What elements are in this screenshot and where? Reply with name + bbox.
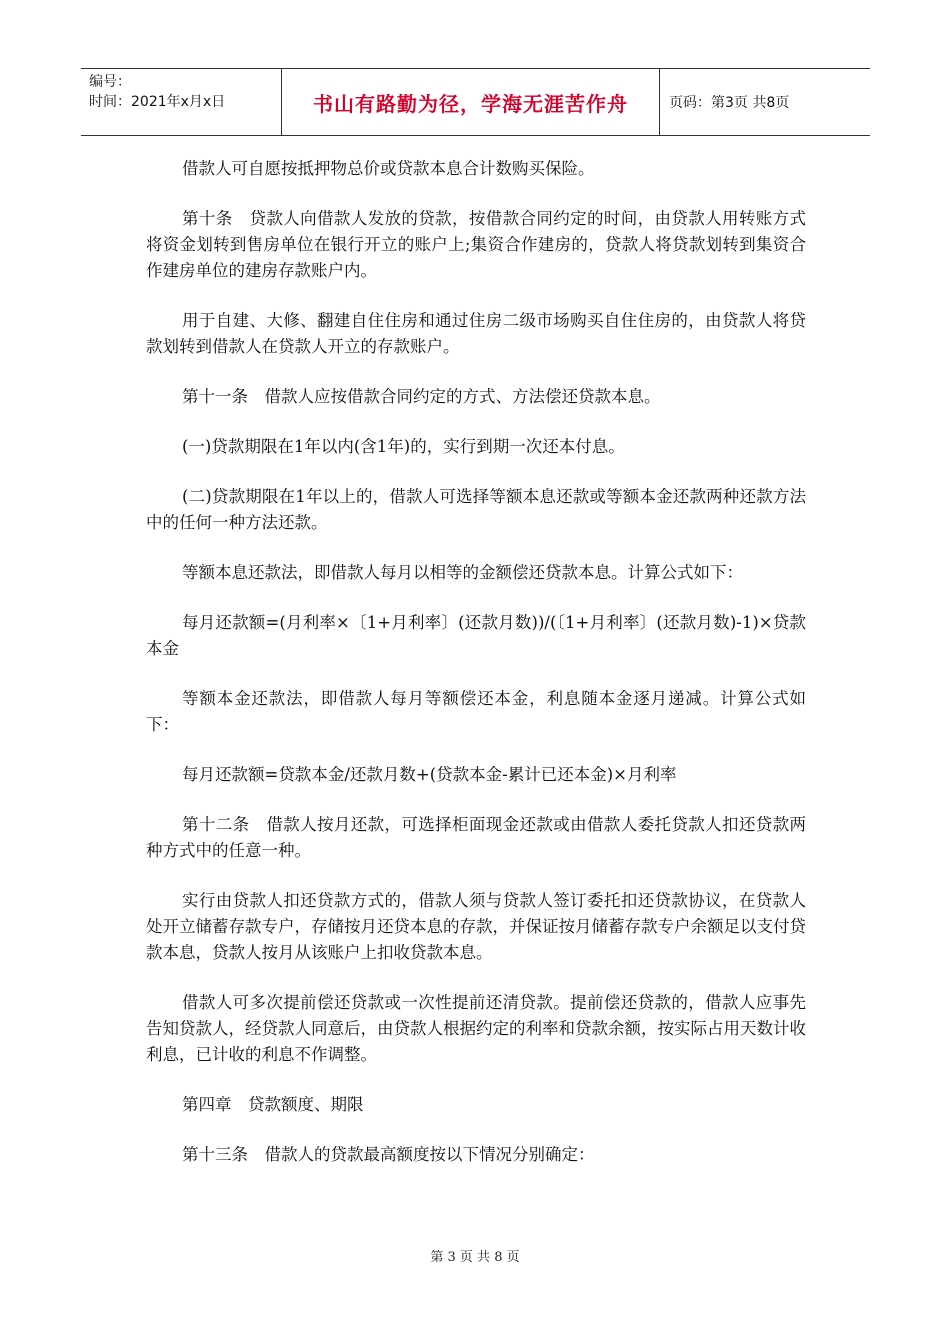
paragraph: (一)贷款期限在1年以内(含1年)的，实行到期一次还本付息。	[182, 437, 625, 456]
paragraph: 借款人可自愿按抵押物总价或贷款本息合计数购买保险。	[182, 159, 595, 178]
paragraph: 第十二条 借款人按月还款，可选择柜面现金还款或由借款人委托贷款人扣还贷款两种方式中的任意一种。	[146, 815, 806, 860]
paragraph: (二)贷款期限在1年以上的，借款人可选择等额本息还款或等额本金还款两种还款方法中的任何一种方法还款。	[146, 487, 806, 532]
paragraph: 实行由贷款人扣还贷款方式的，借款人须与贷款人签订委托扣还贷款协议，在贷款人处开立储蓄存款专户，存储按月还贷本息的存款，并保证按月储蓄存款专户余额足以支付贷款本息，贷款人按月从该账户上扣收贷款本息。	[146, 891, 806, 962]
paragraph: 每月还款额=(月利率×〔1+月利率〕(还款月数))/(〔1+月利率〕(还款月数)-1)×贷款本金	[146, 613, 806, 658]
paragraph: 等额本金还款法，即借款人每月等额偿还本金，利息随本金逐月递减。计算公式如下：	[146, 689, 806, 734]
page-header	[81, 68, 870, 136]
paragraph: 第十三条 借款人的贷款最高额度按以下情况分别确定：	[182, 1145, 595, 1164]
header-page-info: 页码：第3页 共8页	[669, 95, 790, 111]
paragraph: 第十条 贷款人向借款人发放的贷款，按借款合同约定的时间，由贷款人用转账方式将资金划转到售房单位在银行开立的账户上;集资合作建房的，贷款人将贷款划转到集资合作建房单位的建房存款账户内。	[146, 209, 806, 280]
page-footer: 第 3 页 共 8 页	[430, 1250, 520, 1265]
document-body	[146, 156, 806, 1192]
number-label: 编号：	[89, 74, 131, 90]
chapter-heading: 第四章 贷款额度、期限	[182, 1095, 364, 1114]
paragraph: 用于自建、大修、翻建自住住房和通过住房二级市场购买自住住房的，由贷款人将贷款划转到借款人在贷款人开立的存款账户。	[146, 311, 806, 356]
header-motto: 书山有路勤为径，学海无涯苦作舟	[282, 69, 660, 135]
paragraph: 每月还款额=贷款本金/还款月数+(贷款本金-累计已还本金)×月利率	[182, 765, 677, 784]
paragraph: 借款人可多次提前偿还贷款或一次性提前还清贷款。提前偿还贷款的，借款人应事先告知贷款人，经贷款人同意后，由贷款人根据约定的利率和贷款余额，按实际占用天数计收利息，已计收的利息不作调整。	[146, 993, 806, 1064]
paragraph: 第十一条 借款人应按借款合同约定的方式、方法偿还贷款本息。	[182, 387, 661, 406]
date-label: 时间：2021年x月x日	[89, 94, 226, 110]
header-meta	[81, 69, 282, 135]
paragraph: 等额本息还款法，即借款人每月以相等的金额偿还贷款本息。计算公式如下：	[182, 563, 743, 582]
